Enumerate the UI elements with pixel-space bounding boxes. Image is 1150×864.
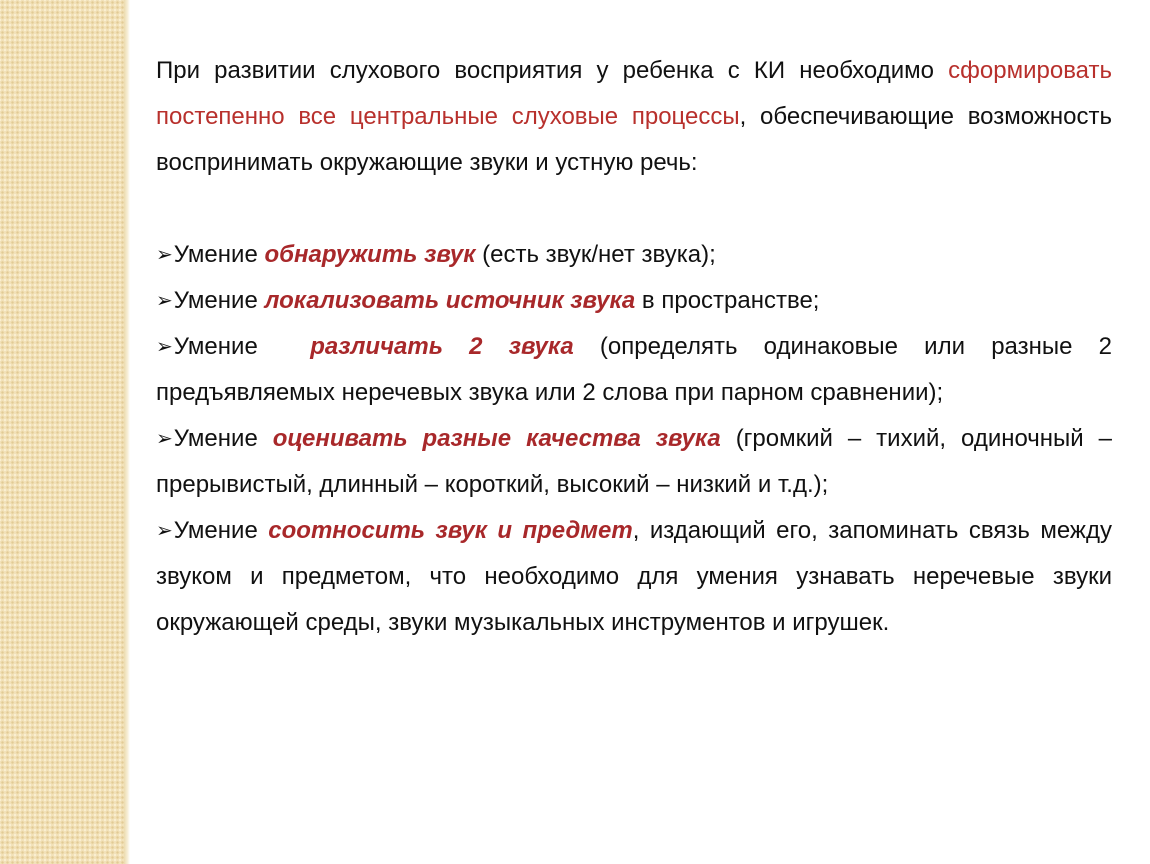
paragraph-gap [156,186,1112,232]
bullet-lead: Умение [173,287,265,314]
arrow-bullet-icon: ➢ [156,520,173,542]
decorative-side-band [0,0,126,864]
arrow-bullet-icon: ➢ [156,290,173,312]
bullet-rest: (есть звук/нет звука); [475,241,716,268]
bullet-lead: Умение [173,241,265,268]
intro-highlight: сформировать постепенно все центральные слуховые процессы [156,57,1112,130]
bullet-rest: в пространстве; [635,287,820,314]
bullet-key-term: локализовать источник звука [264,287,636,314]
bullet-item-correlate [156,508,1112,646]
bullet-key-term: обнаружить звук [264,241,476,268]
bullet-key-term: соотносить звук и предмет [268,517,633,544]
arrow-bullet-icon: ➢ [156,428,173,450]
intro-text-after: , обеспечивающие возможность воспринимать окружающие звуки и устную речь: [156,103,1112,176]
bullet-item-detect [156,232,1112,278]
intro-paragraph [156,48,1112,186]
bullet-rest: , издающий его, запоминать связь между звуком и предметом, что необходимо для умения узнавать неречевые звуки окружающей среды, звуки музыкальных инструментов и игрушек. [156,517,1112,636]
bullet-rest: (определять одинаковые или разные 2 предъявляемых неречевых звука или 2 слова при парном сравнении); [156,333,1113,406]
bullet-key-term: различать 2 звука [310,333,574,360]
bullet-lead: Умение [173,425,273,452]
bullet-rest: (громкий – тихий, одиночный – прерывистый, длинный – короткий, высокий – низкий и т.д.); [156,425,1112,498]
bullet-lead: Умение [173,517,269,544]
slide-body [156,48,1112,646]
bullet-key-term: оценивать разные качества звука [272,425,721,452]
bullet-item-localize [156,278,1112,324]
bullet-lead: Умение [173,333,311,360]
intro-text-before: При развитии слухового восприятия у ребенка с КИ необходимо [156,57,949,84]
side-band-edge [124,0,130,864]
arrow-bullet-icon: ➢ [156,244,173,266]
arrow-bullet-icon: ➢ [156,336,173,358]
bullet-item-discriminate [156,324,1112,416]
bullet-item-qualities [156,416,1112,508]
